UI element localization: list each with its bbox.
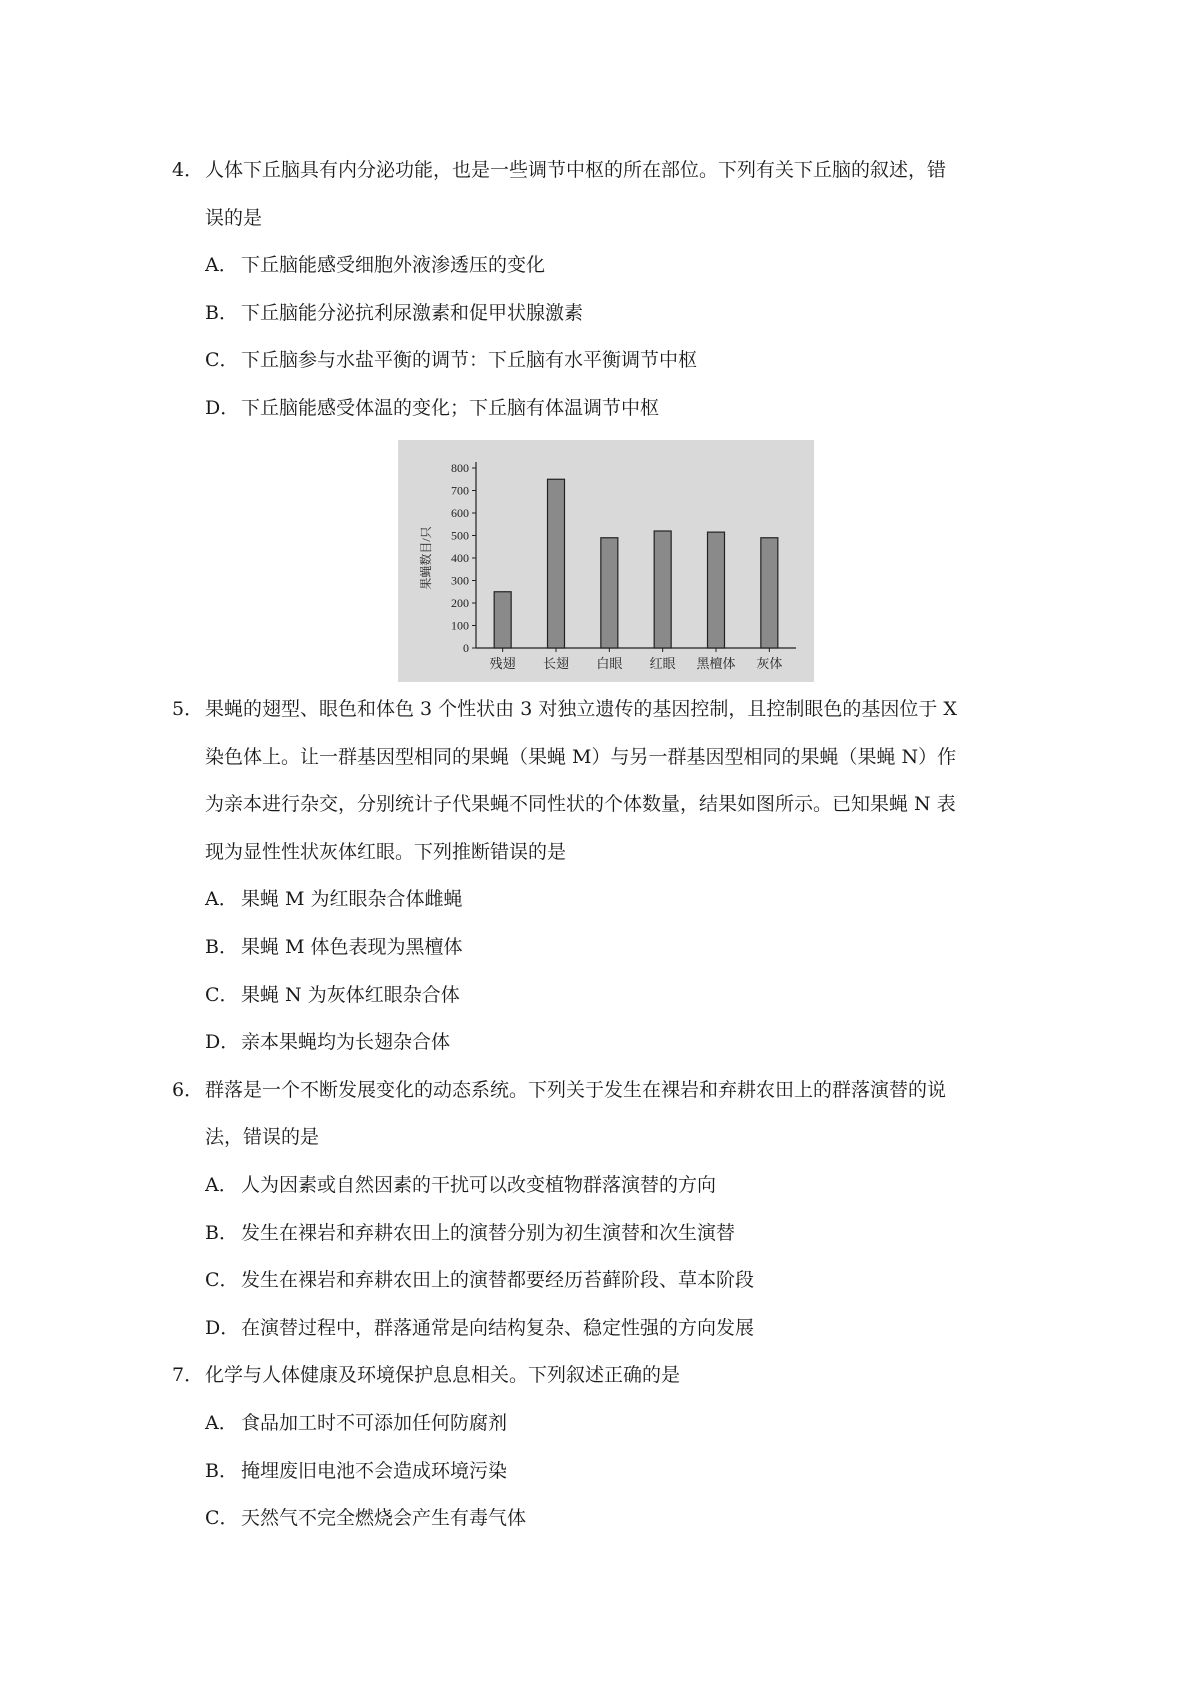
question-stem-line: 人体下丘脑具有内分泌功能，也是一些调节中枢的所在部位。下列有关下丘脑的叙述，错 <box>205 159 947 181</box>
option-c <box>205 1506 526 1530</box>
option-text: 发生在裸岩和弃耕农田上的演替分别为初生演替和次生演替 <box>241 1222 736 1244</box>
option-label: B． <box>205 1222 238 1244</box>
option-a <box>205 887 463 911</box>
question-stem-line: 为亲本进行杂交，分别统计子代果蝇不同性状的个体数量，结果如图所示。已知果蝇 N 表 <box>205 793 956 815</box>
option-label: B． <box>205 936 238 958</box>
option-text: 果蝇 N 为灰体红眼杂合体 <box>241 984 460 1006</box>
y-tick-label: 700 <box>451 483 469 498</box>
option-c <box>205 1268 754 1292</box>
y-tick-label: 600 <box>451 506 469 520</box>
option-d <box>205 1316 754 1340</box>
option-d <box>205 396 659 420</box>
option-b <box>205 301 583 325</box>
chart-svg <box>398 440 814 682</box>
y-tick-label: 200 <box>451 596 469 610</box>
fruit-fly-bar-chart <box>398 440 814 682</box>
option-label: C． <box>205 349 239 371</box>
option-c <box>205 983 460 1007</box>
x-tick-label: 黑檀体 <box>696 656 736 671</box>
option-text: 下丘脑能感受细胞外液渗透压的变化 <box>241 254 546 276</box>
option-text: 下丘脑能分泌抗利尿激素和促甲状腺激素 <box>241 302 584 324</box>
question-stem-line: 现为显性性状灰体红眼。下列推断错误的是 <box>205 841 567 863</box>
option-text: 亲本果蝇均为长翅杂合体 <box>241 1031 451 1053</box>
option-text: 发生在裸岩和弃耕农田上的演替都要经历苔藓阶段、草本阶段 <box>241 1269 755 1291</box>
option-label: C． <box>205 1269 239 1291</box>
question-stem-line: 果蝇的翅型、眼色和体色 3 个性状由 3 对独立遗传的基因控制，且控制眼色的基因位于 X <box>205 698 957 720</box>
x-tick-label: 红眼 <box>649 656 676 671</box>
y-tick-label: 300 <box>451 573 469 588</box>
question-stem-line: 误的是 <box>205 207 263 229</box>
option-label: D． <box>205 1031 240 1053</box>
option-b <box>205 1459 507 1483</box>
x-tick-label: 白眼 <box>596 656 623 671</box>
question-stem-line: 法，错误的是 <box>205 1126 320 1148</box>
y-tick-label: 100 <box>451 618 469 633</box>
option-d <box>205 1030 450 1054</box>
x-tick-label: 灰体 <box>756 656 783 671</box>
bar-1 <box>548 479 565 648</box>
option-label: A． <box>205 254 238 276</box>
question-number: 6． <box>172 1079 204 1101</box>
question-number: 7． <box>172 1364 204 1386</box>
option-b <box>205 1221 735 1245</box>
option-text: 果蝇 M 为红眼杂合体雌蝇 <box>241 888 463 910</box>
option-text: 在演替过程中，群落通常是向结构复杂、稳定性强的方向发展 <box>241 1317 755 1339</box>
option-text: 人为因素或自然因素的干扰可以改变植物群落演替的方向 <box>241 1174 717 1196</box>
option-label: A． <box>205 888 238 910</box>
option-label: C． <box>205 984 239 1006</box>
option-label: A． <box>205 1412 238 1434</box>
option-text: 果蝇 M 体色表现为黑檀体 <box>241 936 463 958</box>
question-stem-line: 群落是一个不断发展变化的动态系统。下列关于发生在裸岩和弃耕农田上的群落演替的说 <box>205 1079 947 1101</box>
x-tick-label: 残翅 <box>489 656 516 671</box>
option-a <box>205 1411 507 1435</box>
option-label: D． <box>205 397 240 419</box>
option-text: 下丘脑参与水盐平衡的调节：下丘脑有水平衡调节中枢 <box>241 349 698 371</box>
y-tick-label: 800 <box>451 461 469 475</box>
option-text: 天然气不完全燃烧会产生有毒气体 <box>241 1507 527 1529</box>
bar-2 <box>601 538 618 648</box>
bar-5 <box>761 538 778 648</box>
option-text: 食品加工时不可添加任何防腐剂 <box>241 1412 508 1434</box>
option-label: C． <box>205 1507 239 1529</box>
option-a <box>205 253 545 277</box>
x-tick-label: 长翅 <box>542 656 570 671</box>
option-label: B． <box>205 1460 238 1482</box>
question-number: 5． <box>172 698 204 720</box>
y-axis-label: 果蝇数目/只 <box>419 526 433 590</box>
option-text: 掩埋废旧电池不会造成环境污染 <box>241 1460 508 1482</box>
question-stem-line: 染色体上。让一群基因型相同的果蝇（果蝇 M）与另一群基因型相同的果蝇（果蝇 N）作 <box>205 746 957 768</box>
bar-3 <box>654 531 671 648</box>
y-tick-label: 400 <box>451 551 469 565</box>
option-label: B． <box>205 302 238 324</box>
option-b <box>205 935 463 959</box>
option-a <box>205 1173 716 1197</box>
bar-0 <box>494 592 511 648</box>
option-label: D． <box>205 1317 240 1339</box>
option-label: A． <box>205 1174 238 1196</box>
y-tick-label: 500 <box>451 528 469 543</box>
bar-4 <box>708 532 725 648</box>
question-stem-line: 化学与人体健康及环境保护息息相关。下列叙述正确的是 <box>205 1364 681 1386</box>
y-tick-label: 0 <box>463 641 469 655</box>
option-text: 下丘脑能感受体温的变化；下丘脑有体温调节中枢 <box>241 397 660 419</box>
option-c <box>205 348 697 372</box>
question-number: 4． <box>172 159 204 181</box>
